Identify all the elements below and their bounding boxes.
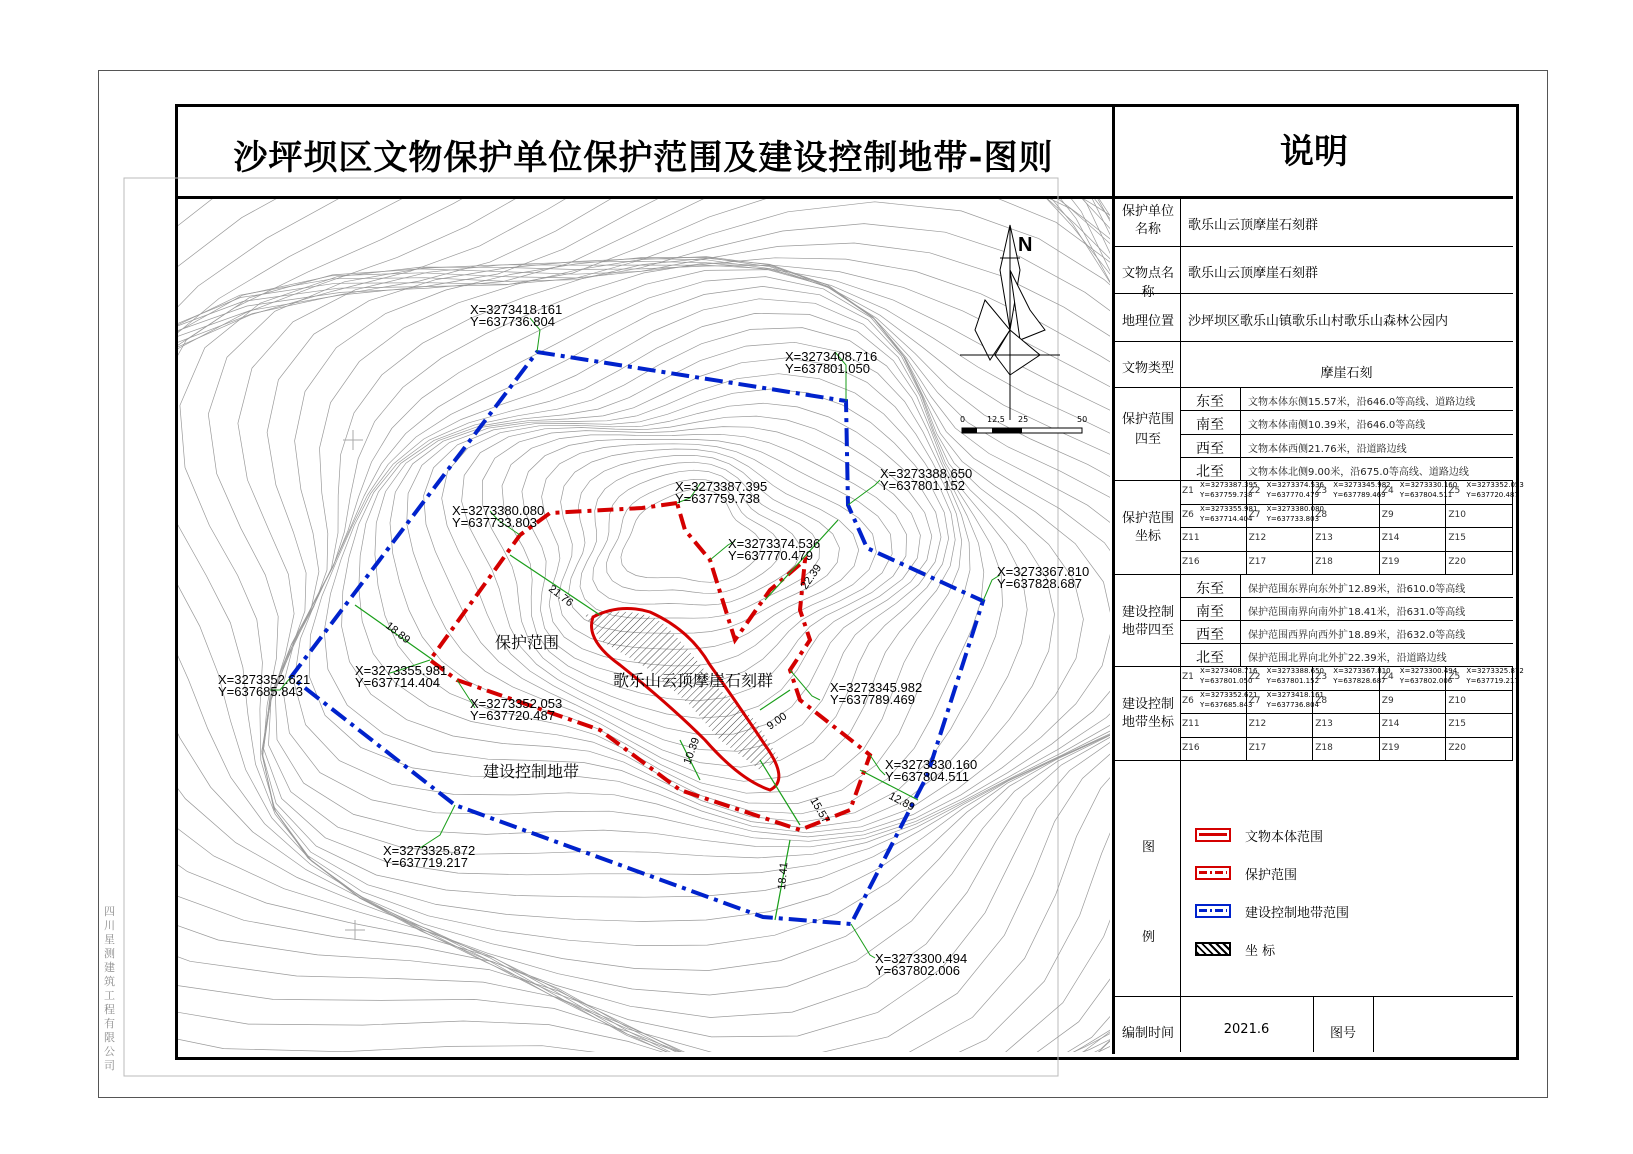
coord-id: Z20 <box>1448 556 1467 567</box>
coord-x: X=3273345.982 <box>1333 481 1391 489</box>
distance-label: 18.41 <box>776 861 791 891</box>
contour-line <box>309 286 1054 832</box>
coord-x: X=3273325.872 <box>383 843 476 858</box>
drawing-no-label: 图号 <box>1329 1026 1356 1041</box>
coord-id: Z11 <box>1182 719 1200 729</box>
coord-y: Y=637736.804 <box>1266 700 1320 709</box>
coord-id: Z14 <box>1381 719 1400 729</box>
coord-id: Z13 <box>1315 533 1333 543</box>
legend-label-top: 图 <box>1142 840 1156 855</box>
coord-y: Y=637789.469 <box>830 692 915 707</box>
coord-id: Z19 <box>1381 742 1400 753</box>
contour-line <box>208 265 1268 971</box>
coord-id: Z1 <box>1182 486 1194 496</box>
coord-x: X=3273355.981 <box>1200 504 1258 513</box>
coord-id: Z7 <box>1248 695 1261 706</box>
coord-x: X=3273300.494 <box>875 951 968 966</box>
coord-id: Z15 <box>1448 533 1467 543</box>
coord-y: Y=637770.479 <box>728 548 813 563</box>
coord-id: Z17 <box>1248 742 1267 753</box>
north-label: N <box>1018 234 1033 256</box>
legend-item-label: 保护范围 <box>1245 868 1298 883</box>
coord-x: X=3273418.161 <box>470 302 563 317</box>
coord-y: Y=637719.217 <box>1466 677 1519 685</box>
coord-x: X=3273380.080 <box>452 503 545 518</box>
bound-text: 保护范围南界向南外扩18.41米，沿631.0等高线 <box>1248 607 1466 618</box>
bound-dir: 西至 <box>1196 440 1224 457</box>
contour-line <box>125 243 1286 1037</box>
coord-id: Z8 <box>1315 695 1328 706</box>
coord-y: Y=637714.404 <box>1200 514 1253 523</box>
legend-block <box>1115 760 1513 997</box>
coord-x: X=3273418.161 <box>1266 690 1325 699</box>
coord-id: Z1 <box>1182 672 1194 682</box>
coord-id: Z2 <box>1248 486 1261 496</box>
coord-y: Y=637733.803 <box>1266 514 1320 523</box>
bound-dir: 北至 <box>1196 463 1224 480</box>
bound-text: 文物本体北侧9.00米，沿675.0等高线、道路边线 <box>1248 466 1469 478</box>
map-title: 沙坪坝区文物保护单位保护范围及建设控制地带-图则 <box>233 138 1054 178</box>
scale-0: 0 <box>960 415 966 424</box>
coord-id: Z6 <box>1182 695 1194 706</box>
contour-line <box>262 259 1241 922</box>
protect-bounds-label: 保护范围四至 <box>1121 412 1174 447</box>
date-label: 编制时间 <box>1121 1026 1174 1041</box>
contour-line <box>32 133 1275 1102</box>
location-value: 沙坪坝区歌乐山镇歌乐山村歌乐山森林公园内 <box>1188 314 1449 329</box>
coord-id: Z20 <box>1448 742 1467 753</box>
bound-dir: 东至 <box>1196 581 1224 597</box>
scale-12-5: 12.5 <box>987 415 1005 424</box>
bound-dir: 东至 <box>1196 394 1224 410</box>
scale-50: 50 <box>1077 415 1088 424</box>
date-value: 2021.6 <box>1223 1022 1270 1037</box>
bound-text: 保护范围北界向北外扩22.39米，沿道路边线 <box>1248 653 1447 664</box>
distance-label: 21.76 <box>546 582 576 610</box>
unit-name-value: 歌乐山云顶摩崖石刻群 <box>1188 218 1319 233</box>
coord-x: X=3273374.536 <box>728 536 821 551</box>
coord-x: X=3273352.621 <box>218 672 311 687</box>
coord-y: Y=637733.803 <box>452 515 537 530</box>
scale-25: 25 <box>1018 415 1029 424</box>
contour-line <box>80 202 1281 1075</box>
coord-x: X=3273388.650 <box>1266 667 1325 675</box>
coord-y: Y=637801.152 <box>880 478 965 493</box>
coord-y: Y=637770.479 <box>1266 491 1320 499</box>
bound-text: 保护范围东界向东外扩12.89米，沿610.0等高线 <box>1248 584 1466 595</box>
bound-text: 文物本体西侧21.76米，沿道路边线 <box>1248 443 1407 455</box>
coord-x: X=3273367.810 <box>997 564 1090 579</box>
coord-id: Z7 <box>1248 509 1261 520</box>
coord-id: Z16 <box>1182 742 1200 753</box>
control-bounds-label: 建设控制地带四至 <box>1121 605 1174 638</box>
coord-x: X=3273380.080 <box>1266 504 1325 513</box>
legend-swatch <box>1195 828 1231 842</box>
distance-label: 18.89 <box>383 619 413 647</box>
coord-y: Y=637802.006 <box>1399 677 1453 685</box>
type-label: 文物类型 <box>1121 361 1174 376</box>
coord-y: Y=637828.687 <box>1333 677 1386 685</box>
contour-line <box>359 328 984 814</box>
bound-dir: 南至 <box>1196 417 1224 434</box>
coord-id: Z5 <box>1448 486 1461 496</box>
legend-swatch-coord <box>1195 942 1231 956</box>
bound-text: 文物本体南侧10.39米，沿646.0等高线 <box>1248 420 1426 432</box>
coord-x: X=3273387.395 <box>1200 481 1258 489</box>
coord-x: X=3273300.494 <box>1399 667 1458 675</box>
contour-line <box>390 358 962 793</box>
bound-dir: 西至 <box>1196 627 1224 643</box>
coord-id: Z13 <box>1315 719 1333 729</box>
north-arrow-icon <box>960 225 1060 420</box>
coord-y: Y=637801.050 <box>785 361 870 376</box>
bound-dir: 南至 <box>1196 604 1224 620</box>
type-value: 摩崖石刻 <box>1320 366 1373 381</box>
coord-x: X=3273330.160 <box>1399 481 1458 489</box>
coord-y: Y=637736.804 <box>470 314 555 329</box>
distance-label: 15.57 <box>807 795 832 826</box>
control-coords-label: 建设控制地带坐标 <box>1121 697 1174 730</box>
coord-x: X=3273355.981 <box>355 663 448 678</box>
coord-y: Y=637804.511 <box>1399 491 1453 499</box>
coord-x: X=3273345.982 <box>830 680 923 695</box>
coord-x: X=3273352.621 <box>1200 690 1258 699</box>
coord-id: Z10 <box>1448 695 1467 706</box>
bound-text: 文物本体东侧15.57米，沿646.0等高线、道路边线 <box>1248 397 1476 408</box>
coord-y: Y=637714.404 <box>355 675 440 690</box>
legend-label-divider <box>1180 199 1181 1052</box>
contour-line <box>324 299 1027 828</box>
legend-swatch <box>1195 866 1231 880</box>
coord-x: X=3273408.716 <box>1200 667 1258 675</box>
coord-id: Z3 <box>1315 486 1328 496</box>
legend-title: 说明 <box>1280 132 1348 172</box>
coord-y: Y=637804.511 <box>885 769 969 784</box>
coord-y: Y=637828.687 <box>997 576 1082 591</box>
coord-x: X=3273388.650 <box>880 466 973 481</box>
coord-id: Z4 <box>1381 486 1394 496</box>
coord-y: Y=637685.843 <box>1200 700 1253 709</box>
coord-id: Z9 <box>1381 509 1394 520</box>
legend-item-label: 坐 标 <box>1245 944 1276 959</box>
coord-y: Y=637802.006 <box>875 963 960 978</box>
point-name-label: 文物点名称 <box>1121 266 1174 300</box>
coord-x: X=3273408.716 <box>785 349 878 364</box>
bound-text: 保护范围西界向西外扩18.89米，沿632.0等高线 <box>1248 630 1466 641</box>
coord-id: Z18 <box>1315 742 1333 753</box>
coord-x: X=3273352.053 <box>470 696 563 711</box>
coord-y: Y=637685.843 <box>218 684 303 699</box>
legend-item-label: 建设控制地带范围 <box>1245 906 1350 921</box>
coord-id: Z14 <box>1381 533 1400 543</box>
coord-x: X=3273325.872 <box>1466 667 1524 675</box>
point-name-value: 歌乐山云顶摩崖石刻群 <box>1188 266 1319 281</box>
coord-id: Z8 <box>1315 509 1328 520</box>
coord-id: Z10 <box>1448 509 1467 520</box>
coord-id: Z3 <box>1315 672 1328 682</box>
coord-y: Y=637759.738 <box>675 491 760 506</box>
coord-id: Z15 <box>1448 719 1467 729</box>
distance-label: 12.89 <box>886 790 917 814</box>
coord-id: Z18 <box>1315 556 1333 567</box>
coord-id: Z4 <box>1381 672 1394 682</box>
scale-bar <box>960 415 1087 433</box>
distance-label: 9.00 <box>764 710 790 733</box>
company-vertical-text: 四川星测建筑工程有限公司 <box>104 905 115 1072</box>
distance-label: 10.39 <box>681 736 703 767</box>
protect-coords-label: 保护范围坐标 <box>1121 511 1174 544</box>
coord-id: Z5 <box>1448 672 1461 682</box>
coord-y: Y=637720.487 <box>470 708 555 723</box>
coord-y: Y=637720.487 <box>1466 491 1519 499</box>
coord-id: Z12 <box>1248 719 1267 729</box>
location-label: 地理位置 <box>1121 314 1174 329</box>
coord-id: Z6 <box>1182 509 1194 520</box>
coord-y: Y=637719.217 <box>383 855 468 870</box>
coord-x: X=3273352.053 <box>1466 481 1524 489</box>
coord-y: Y=637801.050 <box>1200 677 1253 685</box>
distance-label: 22.39 <box>798 562 825 592</box>
coord-x: X=3273387.395 <box>675 479 768 494</box>
coord-id: Z12 <box>1248 533 1267 543</box>
protect-area-label: 保护范围 <box>495 633 560 652</box>
coord-id: Z16 <box>1182 556 1200 567</box>
unit-name-label: 保护单位名称 <box>1121 204 1174 237</box>
coord-id: Z2 <box>1248 672 1261 682</box>
coord-id: Z11 <box>1182 533 1200 543</box>
legend-swatch <box>1195 904 1231 918</box>
contour-line <box>269 258 1169 858</box>
coord-id: Z9 <box>1381 695 1394 706</box>
contour-line <box>522 439 892 683</box>
coord-x: X=3273367.810 <box>1333 667 1391 675</box>
coord-y: Y=637759.738 <box>1200 491 1253 499</box>
control-area-label: 建设控制地带 <box>483 762 580 781</box>
coord-x: X=3273330.160 <box>885 757 978 772</box>
legend-item-label: 文物本体范围 <box>1245 830 1324 845</box>
legend-label-bottom: 例 <box>1142 930 1156 945</box>
coord-id: Z19 <box>1381 556 1400 567</box>
coord-y: Y=637789.469 <box>1333 491 1386 499</box>
coord-y: Y=637801.152 <box>1266 677 1320 685</box>
bound-dir: 北至 <box>1196 650 1224 666</box>
site-name-label: 歌乐山云顶摩崖石刻群 <box>613 671 774 690</box>
coord-id: Z17 <box>1248 556 1267 567</box>
coord-x: X=3273374.536 <box>1266 481 1325 489</box>
